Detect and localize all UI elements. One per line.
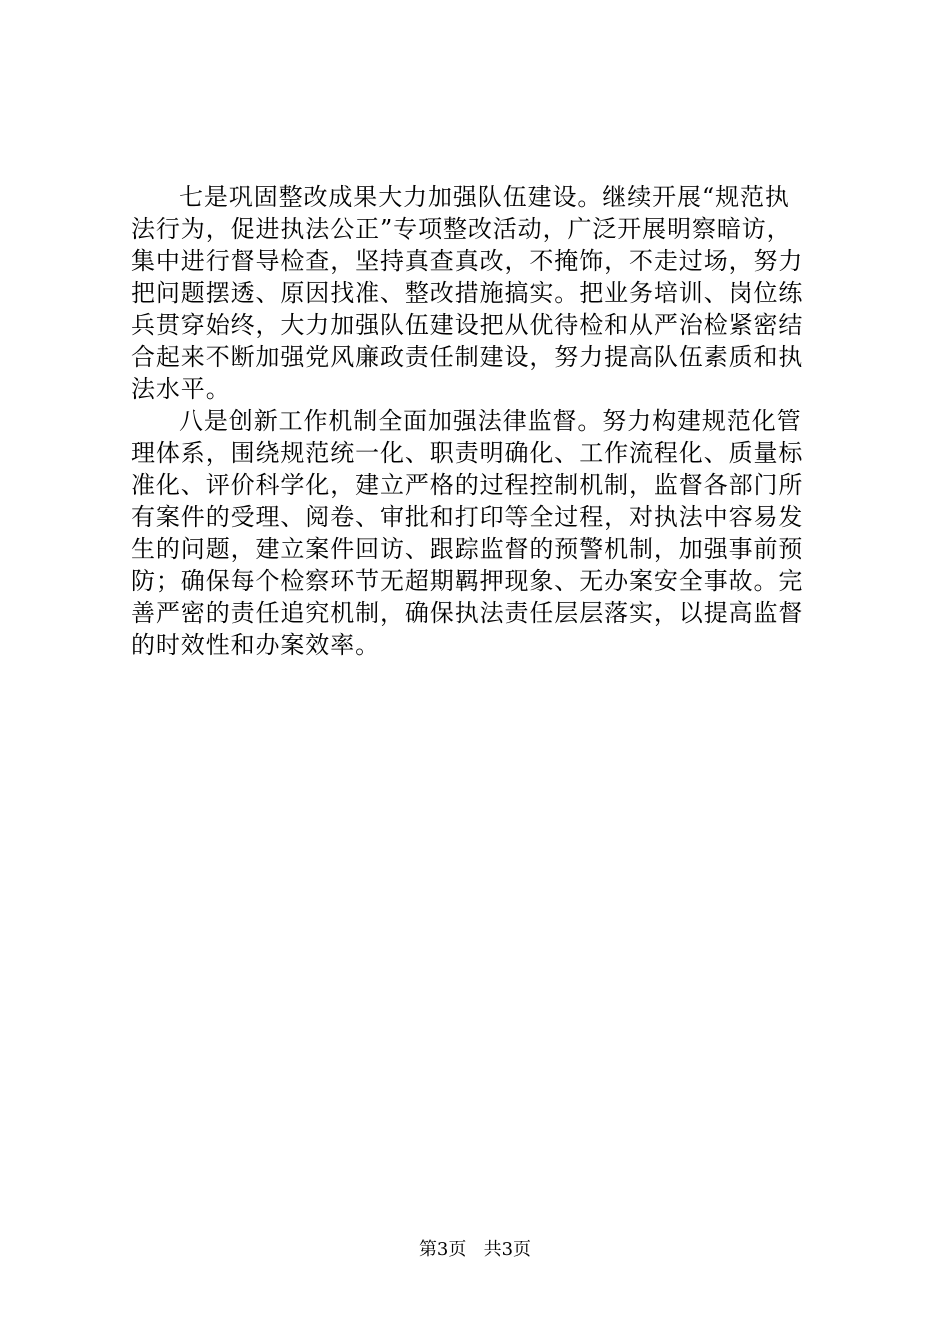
- paragraph-8: [131, 405, 821, 661]
- page-spacer: [472, 1239, 478, 1260]
- paragraph-line: 法水平。: [131, 375, 231, 403]
- page-total: 共3页: [483, 1239, 532, 1260]
- paragraph-line: 八是创新工作机制全面加强法律监督。努力构建规范化管: [179, 407, 802, 435]
- paragraph-7: [131, 181, 821, 405]
- paragraph-line: 集中进行督导检查，坚持真查真改，不掩饰，不走过场，努力: [131, 247, 804, 275]
- page-footer: [0, 1239, 950, 1261]
- paragraph-line: 防；确保每个检察环节无超期羁押现象、无办案安全事故。完: [131, 567, 804, 595]
- paragraph-line: 兵贯穿始终，大力加强队伍建设把从优待检和从严治检紧密结: [131, 311, 804, 339]
- paragraph-line: 合起来不断加强党风廉政责任制建设，努力提高队伍素质和执: [131, 343, 804, 371]
- paragraph-line: 法行为，促进执法公正”专项整改活动，广泛开展明察暗访，: [131, 215, 792, 243]
- paragraph-line: 把问题摆透、原因找准、整改措施搞实。把业务培训、岗位练: [131, 279, 804, 307]
- paragraph-line: 善严密的责任追究机制，确保执法责任层层落实，以提高监督: [131, 599, 804, 627]
- paragraph-line: 生的问题，建立案件回访、跟踪监督的预警机制，加强事前预: [131, 535, 804, 563]
- document-body: [131, 181, 821, 661]
- paragraph-line: 的时效性和办案效率。: [131, 631, 380, 659]
- paragraph-line: 理体系，围绕规范统一化、职责明确化、工作流程化、质量标: [131, 439, 804, 467]
- page-number: 第3页: [418, 1239, 467, 1260]
- paragraph-line: 有案件的受理、阅卷、审批和打印等全过程，对执法中容易发: [131, 503, 804, 531]
- paragraph-line: 准化、评价科学化，建立严格的过程控制机制，监督各部门所: [131, 471, 804, 499]
- paragraph-line: 七是巩固整改成果大力加强队伍建设。继续开展“规范执: [179, 183, 790, 211]
